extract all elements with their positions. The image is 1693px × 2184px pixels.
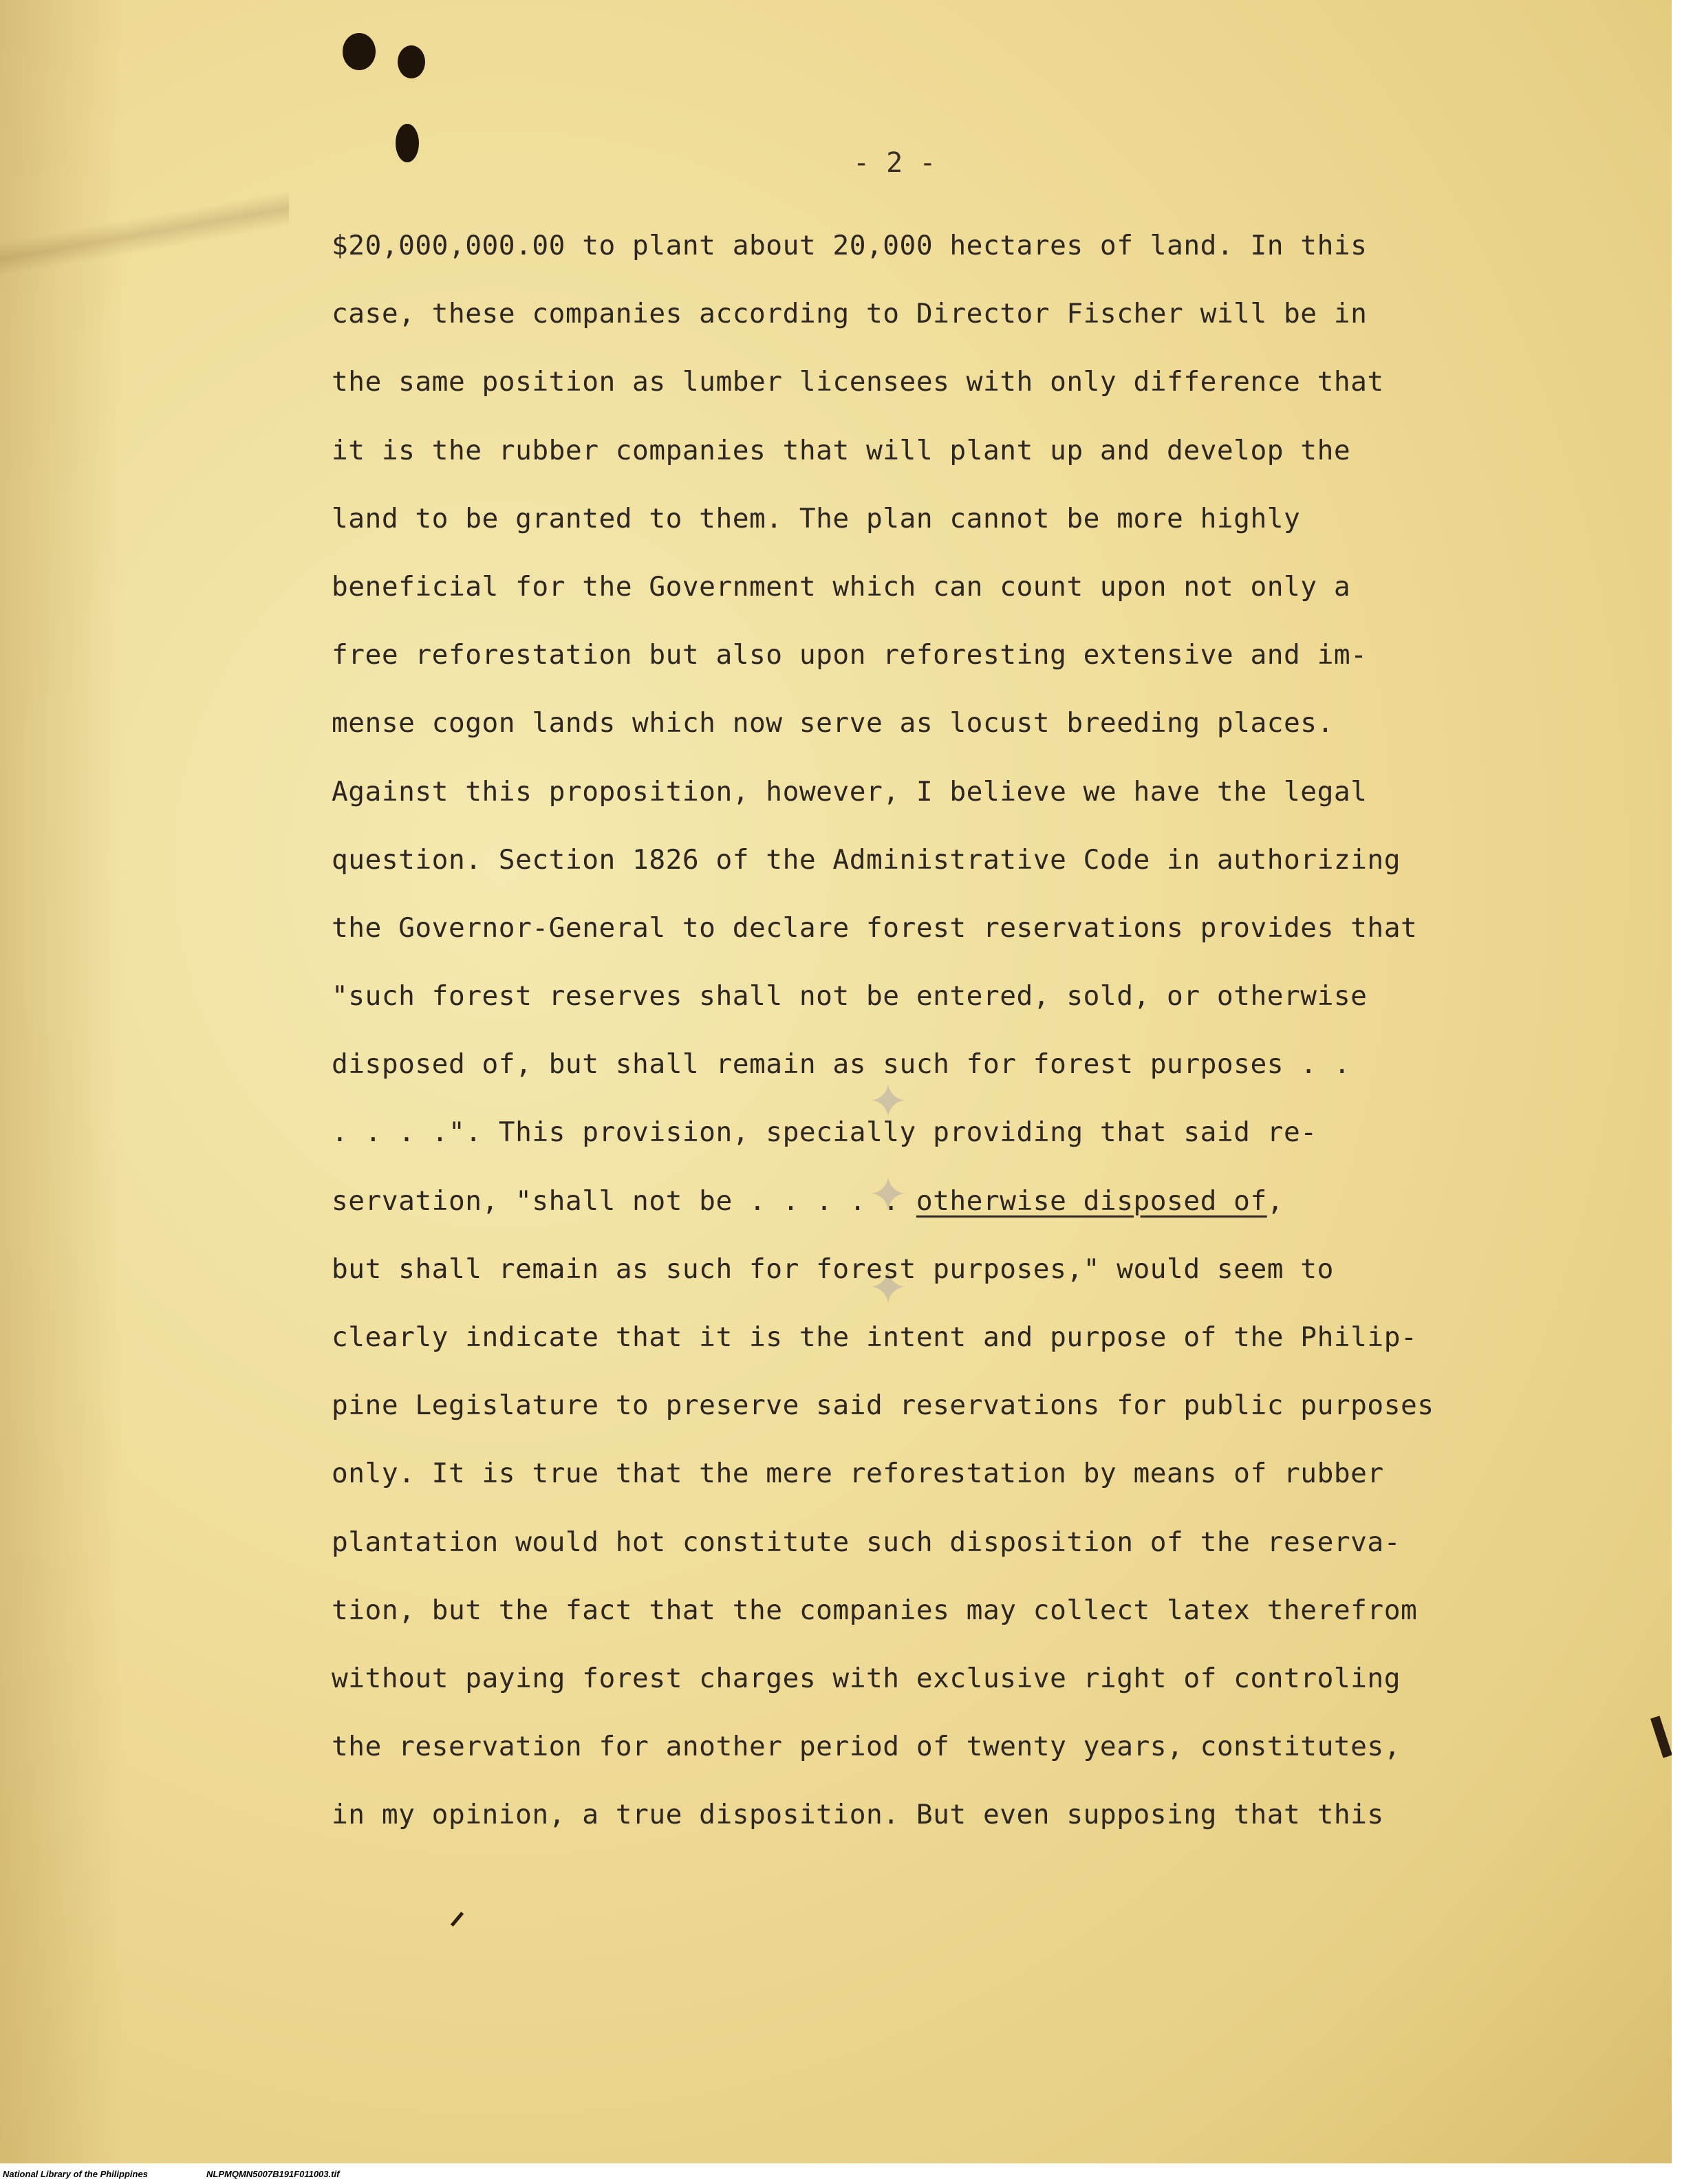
page-number: - 2 - (853, 147, 936, 179)
text-line: without paying forest charges with exclusive right of controling (332, 1662, 1401, 1694)
punch-hole (396, 124, 419, 162)
text-line: the reservation for another period of twenty years, constitutes, (332, 1731, 1401, 1763)
typed-text-body (332, 212, 1522, 1850)
text-line (332, 1167, 1522, 1235)
text-line: . . . .". This provision, specially providing that said re- (332, 1116, 1317, 1149)
text-line: free reforestation but also upon reforesting extensive and im- (332, 639, 1368, 671)
text-line: the Governor-General to declare forest reservations provides that (332, 911, 1418, 944)
text-line: pine Legislature to preserve said reservations for public purposes (332, 1390, 1434, 1422)
text-line: land to be granted to them. The plan cannot be more highly (332, 502, 1301, 534)
text-line: case, these companies according to Director Fischer will be in (332, 298, 1368, 330)
ink-mark (1650, 1716, 1672, 1758)
page-edge-shading (0, 0, 124, 2163)
ink-mark (451, 1912, 464, 1927)
underlined-phrase: otherwise disposed of (916, 1185, 1267, 1217)
library-credit: National Library of the Philippines (3, 2169, 148, 2179)
paper-fold (0, 172, 289, 296)
text-line: but shall remain as such for forest purposes," would seem to (332, 1253, 1334, 1285)
text-line: mense cogon lands which now serve as locust breeding places. (332, 707, 1334, 739)
text-line: in my opinion, a true disposition. But even supposing that this (332, 1799, 1384, 1831)
file-identifier: NLPMQMN5007B191F011003.tif (206, 2169, 340, 2179)
text-line: "such forest reserves shall not be entered, sold, or otherwise (332, 980, 1368, 1013)
text-segment: servation, "shall not be . . . . . (332, 1185, 916, 1217)
punch-hole (398, 45, 425, 78)
text-line: plantation would hot constitute such disposition of the reserva- (332, 1526, 1401, 1558)
punch-hole (343, 33, 376, 70)
text-segment: , (1266, 1185, 1284, 1217)
text-line: Against this proposition, however, I believe we have the legal (332, 775, 1368, 808)
text-line: the same position as lumber licensees with only difference that (332, 366, 1384, 398)
text-line: clearly indicate that it is the intent and purpose of the Philip- (332, 1321, 1418, 1353)
text-line: only. It is true that the mere reforestation by means of rubber (332, 1458, 1384, 1490)
scan-footer (0, 2163, 1693, 2184)
text-line: beneficial for the Government which can count upon not only a (332, 570, 1351, 603)
faded-stamp: ✦ ✦ ✦ (861, 1073, 914, 1328)
text-line: $20,000,000.00 to plant about 20,000 hectares of land. In this (332, 230, 1368, 261)
text-line: it is the rubber companies that will plant up and develop the (332, 434, 1351, 466)
text-line: tion, but the fact that the companies may collect latex therefrom (332, 1594, 1418, 1626)
text-line: question. Section 1826 of the Administrative Code in authorizing (332, 843, 1401, 876)
text-line: disposed of, but shall remain as such for forest purposes . . (332, 1048, 1351, 1081)
